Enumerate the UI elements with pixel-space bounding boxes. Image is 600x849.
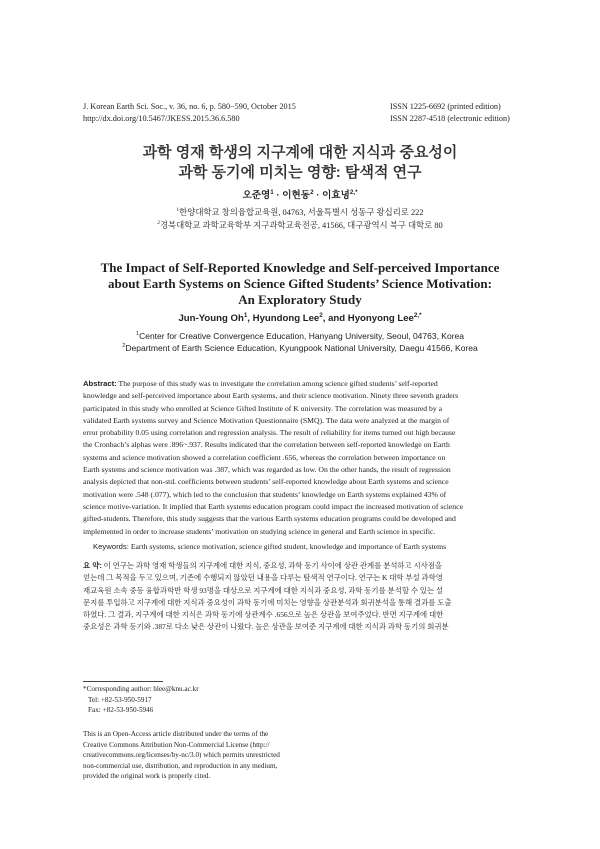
abstract <box>83 378 517 538</box>
license-line: creativecommons.org/licenses/by-nc/3.0) which permits unrestricted <box>83 751 280 759</box>
korean-abstract-line: 얻는데 그 목적을 두고 있으며, 기존에 수행되지 않았던 내용을 다루는 탐색적 연구이다. 연구는 K 대학 부설 과학영 <box>83 573 443 583</box>
journal-citation <box>83 101 296 125</box>
korean-author-name: 이효녕 <box>322 190 350 201</box>
abstract-line: the Cronbach’s alphas were .896~.937. Results indicated that the correlation between self-reported knowledge on Earth <box>83 440 450 450</box>
korean-abstract <box>83 560 517 634</box>
affiliation-text: 경북대학교 과학교육학부 지구과학교육전공, 41566, 대구광역시 북구 대학로 80 <box>159 221 443 230</box>
english-affiliations <box>0 330 600 354</box>
english-author-sup: 2,* <box>413 311 422 319</box>
journal-line: J. Korean Earth Sci. Soc., v. 36, no. 6, p. 580−590, October 2015 <box>83 102 296 111</box>
korean-author-sup: 2,* <box>349 188 358 196</box>
korean-title-line-1: 과학 영재 학생의 지구계에 대한 지식과 중요성이 <box>142 144 458 161</box>
abstract-line: systems and science motivation showed a correlation coefficient .656, whereas the correlation between importance on <box>83 452 446 462</box>
abstract-line: science motive-variation. It implied that Earth systems education program could impact the increased motivation of science <box>83 501 463 511</box>
license-line: non-commercial use, distribution, and reproduction in any medium, <box>83 761 278 770</box>
korean-abstract-line: 요 약: 이 연구는 과학 영재 학생들의 지구계에 대한 지식, 중요성, 과학 동기 사이에 상관 관계를 분석하고 시사점을 <box>83 561 443 570</box>
english-author-name: Jun-Young Oh <box>178 313 244 324</box>
keywords <box>93 541 517 553</box>
author-separator: · <box>313 190 323 201</box>
abstract-line: participated in this study who enrolled at Science Gifted Institute of K university. The correlation was measured by a <box>83 403 443 413</box>
corresponding-author: *Corresponding author: hlee@knu.ac.kr <box>83 685 199 693</box>
affiliation-text: Department of Earth Science Education, Kyungpook National University, Daegu 41566, Korea <box>125 343 478 353</box>
english-authors: Jun-Young Oh$^1$, Hyundong Lee$^2$, and Hyonyong Lee$^{2,*}$ <box>178 311 422 324</box>
korean-title-line-2: 과학 동기에 미치는 영향: 탐색적 연구 <box>178 164 422 181</box>
korean-title <box>0 143 600 183</box>
keywords-text: Earth systems, science motivation, science gifted student, knowledge and importance of Earth systems <box>130 542 447 551</box>
keywords-label: Keywords: <box>93 542 129 551</box>
issn-block <box>390 101 510 125</box>
license-line: This is an Open-Access article distributed under the terms of the <box>83 730 269 738</box>
abstract-line: validated Earth systems survey and Science Motivation Questionnaire (SMQ). The data were analyzed at the margin of <box>83 415 450 425</box>
korean-affiliations <box>0 206 600 232</box>
english-author-sup: 1 <box>243 311 248 319</box>
korean-abstract-line: 재교육원 소속 중등 융합과학반 학생 93명을 대상으로 지구계에 대한 지식과 중요성, 과학 동기를 분석할 수 있는 설 <box>83 585 444 595</box>
korean-abstract-line: 중요성은 과학 동기와 .387로 다소 낮은 상관이 나왔다. 높은 상관을 보여준 지구계에 대한 지식과 과학 동기의 회귀분 <box>83 622 449 632</box>
fax-number: Fax: +82-53-950-5946 <box>88 706 154 714</box>
korean-author-sup: 1 <box>270 188 274 196</box>
korean-affiliation <box>0 219 600 232</box>
affiliation-text: 한양대학교 창의융합교육원, 04763, 서울특별시 성동구 왕십리로 222 <box>179 208 424 217</box>
english-affiliation <box>0 330 600 342</box>
affiliation-sup: 1 <box>176 207 180 214</box>
abstract-line: gifted-students. Therefore, this study suggests that the various Earth systems education programs could be developed and <box>83 514 456 524</box>
affiliation-text: Center for Creative Convergence Education, Hanyang University, Seoul, 04763, Korea <box>139 331 464 341</box>
english-author-name: Hyundong Lee <box>252 313 320 324</box>
korean-author-name: 오준영 <box>242 190 271 201</box>
affiliation-sup: 2 <box>157 220 160 227</box>
korean-authors <box>0 187 600 201</box>
abstract-line: motivation were .548 (.077), which led to the conclusion that students’ knowledge on Earth systems explained 43% of <box>83 489 447 499</box>
english-title-line-2: about Earth Systems on Science Gifted Students’ Science Motivation: <box>108 276 492 291</box>
author-separator: · <box>273 190 283 201</box>
license-line: provided the original work is properly cited. <box>83 772 211 780</box>
license-notice <box>83 729 283 782</box>
english-title <box>0 260 600 308</box>
phone-number: Tel: +82-53-950-5917 <box>88 695 152 704</box>
affiliation-sup: 1 <box>136 331 140 338</box>
korean-abstract-line: 문지를 투입하고 지구계에 대한 지식과 중요성이 과학 동기에 미치는 영향을 상관분석과 회귀분석을 통해 결과를 도출 <box>83 597 452 607</box>
abstract-line: Abstract: The purpose of this study was to investigate the correlation among science gifted students’ self-reported <box>83 379 438 388</box>
abstract-line: Earth systems and science motivation was .387, which was regarded as low. On the other hands, the result of regression <box>83 465 451 475</box>
english-affiliation <box>0 342 600 354</box>
korean-abstract-label: 요 약: <box>83 561 102 570</box>
english-title-line-1: The Impact of Self-Reported Knowledge and Self-perceived Importance <box>100 260 500 275</box>
english-author-name: Hyonyong Lee <box>347 313 414 324</box>
korean-affiliation <box>0 206 600 219</box>
footnote-divider <box>83 681 163 682</box>
abstract-line: knowledge and self-perceived importance about Earth systems, and their science motivation. Ninety three seventh graders <box>83 391 459 401</box>
abstract-line: analysis depicted that non-std. coefficients between students’ self-reported knowledge about Earth systems and science <box>83 477 449 487</box>
affiliation-sup: 2 <box>122 343 126 350</box>
license-line: Creative Commons Attribution Non-Commercial License (http:// <box>83 740 270 749</box>
korean-author-name: 이현동 <box>282 190 311 201</box>
doi-link[interactable]: http://dx.doi.org/10.5467/JKESS.2015.36.6.580 <box>83 114 240 123</box>
corresponding-footnote <box>83 684 199 716</box>
korean-author-sup: 2 <box>310 188 314 196</box>
korean-abstract-line: 하였다. 그 결과, 지구계에 대한 지식은 과학 동기에 상관계수 .656으로 높은 상관을 보여주었다. 반면 지구계에 대한 <box>83 610 444 620</box>
issn-electronic: ISSN 2287-4518 (electronic edition) <box>390 114 510 123</box>
abstract-line: implemented in order to increase students’ motivation on studying science in general and Earth science in specific. <box>83 526 436 536</box>
english-title-line-3: An Exploratory Study <box>238 292 362 307</box>
abstract-label: Abstract: <box>83 379 117 388</box>
issn-print: ISSN 1225-6692 (printed edition) <box>390 102 501 111</box>
english-author-sup: 2 <box>319 311 323 319</box>
abstract-line: error probability 0.05 using correlation and regression analysis. The result of reliability for items turned out high because <box>83 428 456 438</box>
